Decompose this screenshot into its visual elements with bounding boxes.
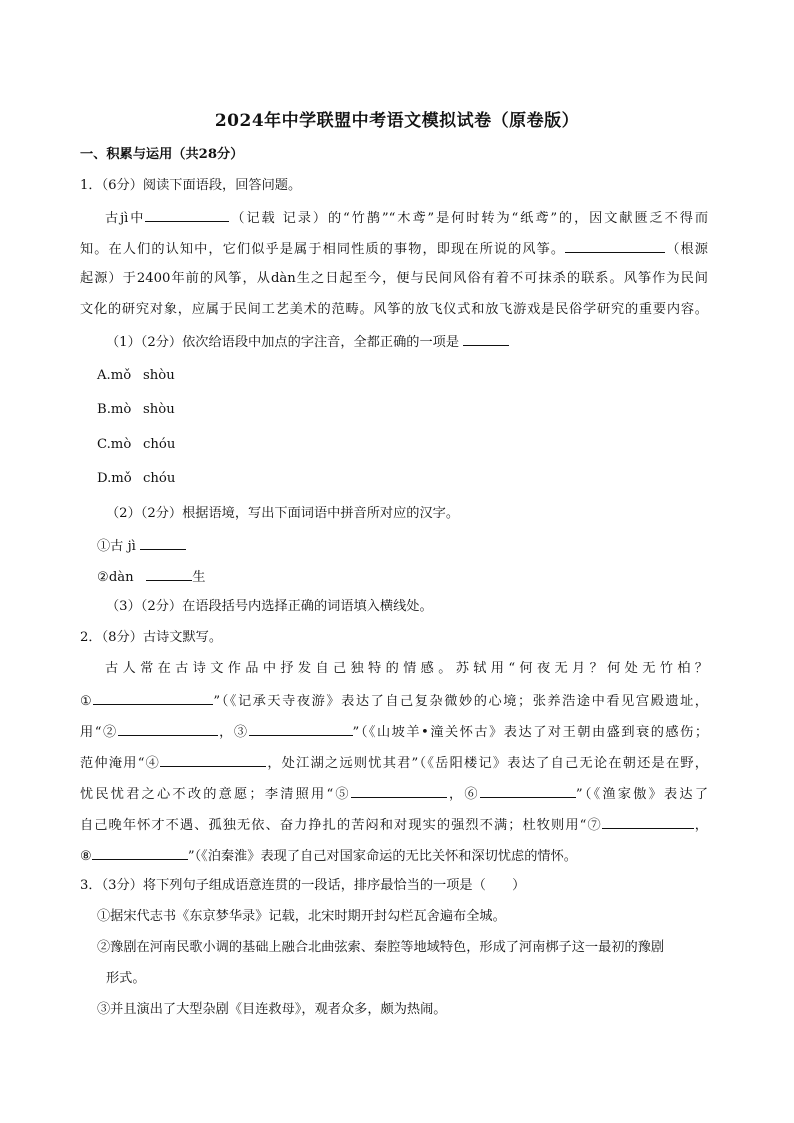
- q2-text: ，③: [217, 725, 249, 740]
- q1-sub-question-3: （3）（2分）在语段括号内选择正确的词语填入横线处。: [106, 599, 433, 614]
- q1-s2a-text: ①古 jì: [97, 539, 136, 554]
- q2-text: 范仲淹用“④: [80, 756, 161, 771]
- q2-text: ”（《记承天寺夜游》表达了自己复杂微妙的心境；张养浩途中看见宫殿遗址，: [213, 694, 708, 709]
- q1-s1-text: （1）（2分）依次给语段中加点的字注音，全都正确的一项是: [106, 335, 460, 350]
- question-1-heading: 1．（6分）阅读下面语段，回答问题。: [80, 178, 302, 193]
- q3-sentence-2-cont: 形式。: [106, 971, 146, 986]
- answer-blank[interactable]: [463, 332, 509, 346]
- answer-blank[interactable]: [602, 815, 694, 829]
- option-text: chóu: [143, 471, 176, 486]
- option-b[interactable]: [97, 401, 175, 419]
- q1-paragraph-line-4: 文化的研究对象，应属于民间工艺美术的范畴。风筝的放飞仪式和放飞游戏是民俗学研究的重要内容。: [80, 302, 708, 317]
- answer-blank[interactable]: [146, 567, 192, 581]
- question-3-heading: 3．（3分）将下列句子组成语意连贯的一段话，排序最恰当的一项是（ ）: [80, 878, 526, 893]
- answer-blank[interactable]: [118, 722, 218, 736]
- option-label: C.mò: [97, 437, 132, 452]
- q1-paragraph-line-2: [80, 239, 708, 259]
- q2-text: ，⑥: [446, 787, 480, 802]
- option-text: chóu: [143, 437, 176, 452]
- answer-blank[interactable]: [480, 784, 576, 798]
- answer-blank[interactable]: [92, 846, 188, 860]
- answer-blank[interactable]: [140, 536, 186, 550]
- option-label: D.mǒ: [97, 471, 132, 486]
- q2-line-1: 古人常在古诗文作品中抒发自己独特的情感。苏轼用“何夜无月？何处无竹柏？: [105, 661, 708, 676]
- q2-text: ”（《山坡羊•潼关怀古》表达了对王朝由盛到衰的感伤；: [352, 725, 709, 740]
- q2-text: ”（《渔家傲》表达了: [575, 787, 709, 802]
- option-c[interactable]: [97, 436, 175, 454]
- q1-paragraph-line-1: [105, 208, 708, 228]
- option-a[interactable]: [97, 367, 175, 385]
- q1-s2b-tail: 生: [192, 570, 206, 585]
- option-text: shòu: [143, 368, 175, 383]
- q3-sentence-3: ③并且演出了大型杂剧《目连救母》，观者众多，颇为热闹。: [97, 1002, 447, 1017]
- option-d[interactable]: [97, 470, 175, 488]
- q1-sub-question-1: [106, 332, 509, 352]
- answer-blank[interactable]: [565, 239, 665, 253]
- q1-s2b-text: ②dàn: [97, 570, 134, 585]
- q3-sentence-1: ①据宋代志书《东京梦华录》记载，北宋时期开封勾栏瓦舍遍布全城。: [97, 909, 506, 924]
- q1-paragraph-line-3: 起源）于2400年前的风筝，从dàn生之日起至今，便与民间风俗有着不可抹杀的联系。风筝作为民间: [80, 271, 708, 286]
- q1-p2-text-a: 知。在人们的认知中，它们似乎是属于相同性质的事物，即现在所说的风筝。: [80, 242, 566, 257]
- answer-blank[interactable]: [249, 722, 353, 736]
- q1-s2-item-2: [97, 567, 205, 587]
- section-heading: 一、积累与运用（共28分）: [80, 147, 244, 162]
- q3-sentence-2: ②豫剧在河南民歌小调的基础上融合北曲弦索、秦腔等地域特色，形成了河南梆子这一最初的豫剧: [97, 940, 665, 955]
- q1-sub-question-2: （2）（2分）根据语境，写出下面词语中拼音所对应的汉字。: [106, 506, 460, 521]
- q1-s2-item-1: [97, 536, 186, 556]
- page-title: 2024年中学联盟中考语文模拟试卷（原卷版）: [214, 111, 580, 131]
- q2-line-5: [80, 784, 708, 804]
- q2-text: ⑧: [80, 849, 92, 864]
- q2-line-3: [80, 722, 708, 742]
- answer-blank[interactable]: [351, 784, 447, 798]
- q2-text: ，: [693, 818, 708, 833]
- q1-p1-text-b: （记载 记录）的“竹鹊”“木鸢”是何时转为“纸鸢”的，因文献匮乏不得而: [229, 211, 709, 226]
- q2-text: ①: [80, 694, 94, 709]
- q2-line-4: [80, 753, 708, 773]
- q2-text: ，处江湖之远则忧其君”（《岳阳楼记》表达了自己无论在朝还是在野，: [266, 756, 708, 771]
- option-label: B.mò: [97, 402, 132, 417]
- q2-text: 用“②: [80, 725, 118, 740]
- option-label: A.mǒ: [97, 368, 132, 383]
- answer-blank[interactable]: [145, 208, 229, 222]
- option-text: shòu: [143, 402, 175, 417]
- q2-line-2: [80, 691, 708, 711]
- answer-blank[interactable]: [93, 691, 213, 705]
- q2-line-6: [80, 815, 708, 835]
- q1-p2-text-b: （根源: [665, 242, 708, 257]
- q2-text: ”（《泊秦淮》表现了自己对国家命运的无比关怀和深切忧虑的情怀。: [187, 849, 577, 864]
- q1-p1-text-a: 古jì中: [105, 211, 146, 226]
- q2-text: 自己晚年怀才不遇、孤独无依、奋力挣扎的苦闷和对现实的强烈不满；杜牧则用“⑦: [80, 818, 602, 833]
- answer-blank[interactable]: [160, 753, 266, 767]
- question-2-heading: 2．（8分）古诗文默写。: [80, 630, 223, 645]
- q2-line-7: [80, 846, 577, 866]
- q2-text: 忧民忧君之心不改的意愿；李清照用“⑤: [80, 787, 351, 802]
